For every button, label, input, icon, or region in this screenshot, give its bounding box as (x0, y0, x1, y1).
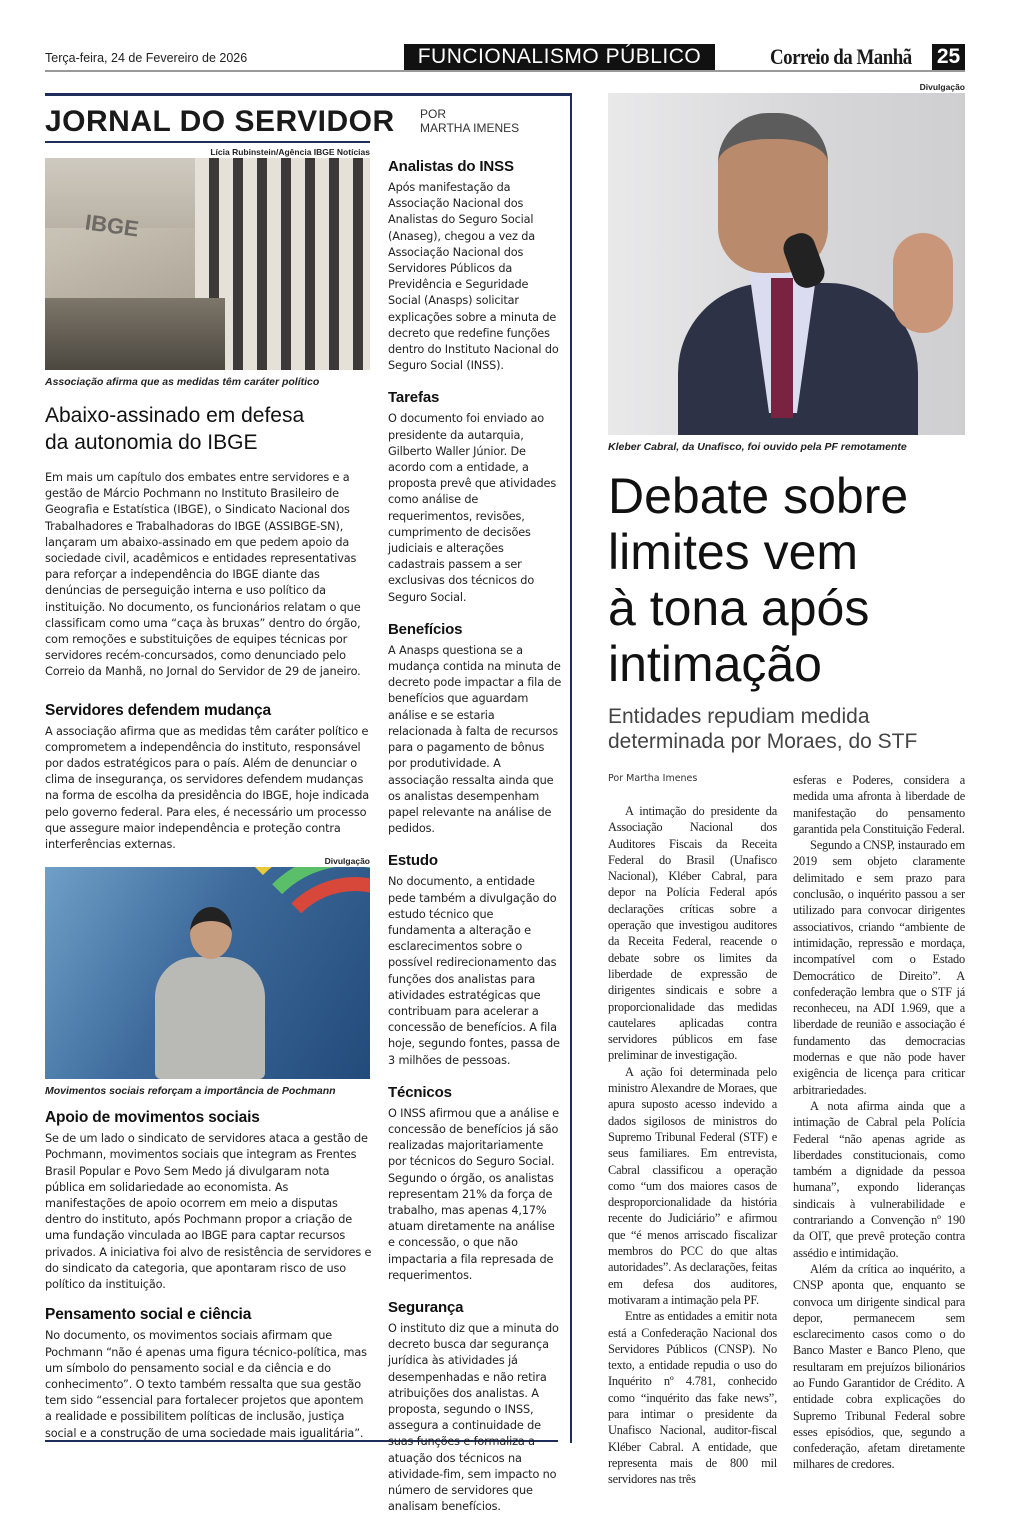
edition-date: Terça-feira, 24 de Fevereiro de 2026 (45, 51, 248, 65)
paragraph: A ação foi determinada pelo ministro Alexandre de Moraes, que apura suposto acesso indevido a dados sigilosos de ministros do Supremo Tribunal Federal (STF) e seus familiares. Em entrevista, Cabral classificou a operação como “um dos maiores casos de desproporcionalidade da história recente do Judiciário” e afirmou que “é menos arriscado fiscalizar membros do PCC do que altas autoridades”. As declarações, feitas em defesa dos auditores, motivaram a intimação pela PF. (608, 1064, 777, 1307)
photo-credit: Divulgação (919, 82, 965, 92)
article-deck: Entidades repudiam medida determinada por Moraes, do STF (608, 705, 918, 753)
header-divider (45, 70, 965, 72)
subheading: Técnicos (388, 1083, 452, 1101)
subheading: Estudo (388, 852, 438, 870)
pochmann-photo (45, 867, 370, 1079)
headline-line: à tona após (608, 580, 870, 636)
column-box-right-rule (570, 93, 572, 1443)
headline-line: intimação (608, 636, 822, 692)
inss-article (388, 157, 562, 1515)
subheading: Tarefas (388, 389, 440, 407)
article-body (45, 470, 372, 853)
paragraph: Segundo a CNSP, instaurado em 2019 sem objeto claramente delimitado e sem prazo para conclusão, o inquérito passou a ser utilizado para convocar dirigentes associativos, criando “ambiente de intimidação, repressão e mordaça, incompatível com o Estado Democrático de Direito”. A confederação lembra que o STF já reconheceu, na ADI 1.969, que a liberdade de reunião e associação é fundamento das democracias modernas e que não pode haver exigência de licença para criticar arbitrariedades. (793, 838, 965, 1097)
paragraph: O documento foi enviado ao presidente da autarquia, Gilberto Waller Júnior. De acordo com a entidade, a proposta prevê que atividades como análise de requerimentos, revisões, cumprimento de decisões judiciais e alterações cadastrais passem a ser exclusivas dos técnicos do Seguro Social. (388, 412, 557, 604)
main-headline (608, 468, 965, 692)
photo-caption: Kleber Cabral, da Unafisco, foi ouvido pela PF remotamente (608, 441, 907, 453)
paragraph: Entre as entidades a emitir nota está a Confederação Nacional dos Servidores Públicos (CNSP). No texto, a entidade repudia o uso do Inquérito nº 4.781, conhecido como “inquérito das fake news”, para intimar o presidente da Unafisco Nacional, auditor-fiscal Kléber Cabral. A entidade, que representa mais de 800 mil servidores nas três (608, 1309, 777, 1487)
paragraph: Além da crítica ao inquérito, a CNSP aponta que, enquanto se convoca um dirigente sindical para depor, permanecem sem esclarecimento casos como o do Banco Master e Banco Pleno, que resultaram em prejuízos bilionários ao Fundo Garantidor de Crédito. A entidade cobra explicações do Supremo Tribunal Federal sobre esses episódios, que, segundo a confederação, afetam diretamente milhares de credores. (793, 1261, 965, 1472)
paragraph: A Anasps questiona se a mudança contida na minuta de decreto pode impactar a fila de benefícios que aguardam análise e se estaria relacionada à falta de recursos para o pagamento de bônus por produtividade. A associação ressalta ainda que os analistas desempenham papel relevante na análise de pedidos. (388, 643, 562, 836)
kleber-cabral-photo (608, 93, 965, 435)
left-column (45, 147, 372, 1442)
paragraph: A associação afirma que as medidas têm caráter político e comprometem a independência do instituto, responsável por dados estratégicos para o país. Além de denunciar o clima de insegurança, os servidores defendem mudanças na forma de escolha da presidência do IBGE, hoje indicada pelo governo federal. Para eles, é necessário um processo que assegure maior independência e proteção contra interferências externas. (45, 724, 370, 852)
byline-author: MARTHA IMENES (420, 121, 520, 135)
photo-caption: Movimentos sociais reforçam a importância de Pochmann (45, 1085, 336, 1098)
article-column-1-wrap (608, 772, 777, 1487)
main-article (608, 82, 965, 1487)
article-headline (45, 402, 372, 456)
article-column-1 (608, 803, 777, 1487)
subheading: Apoio de movimentos sociais (45, 1109, 260, 1127)
article-byline: Por Martha Imenes (608, 773, 698, 784)
subheading: Benefícios (388, 620, 463, 638)
paragraph: No documento, os movimentos sociais afirmam que Pochmann “não é apenas uma figura técnico-política, mas um símbolo do pensamento social e da ciência e do conhecimento”. O texto também ressalta que sua gestão tem sido “essencial para fortalecer projetos que apontem a realidade e possibilitem políticas de inclusão, justiça social e a construção de uma sociedade mais igualitária”. (45, 1329, 367, 1440)
paragraph: No documento, a entidade pede também a divulgação do estudo técnico que fundamenta a alteração e esclarecimentos sobre o possível redirecionamento das funções dos analistas para atividades estratégicas que contribuam para acelerar a concessão de benefícios. A fila hoje, segundo fontes, passa de 3 milhões de pessoas. (388, 875, 560, 1067)
article-body (45, 1108, 372, 1441)
paragraph: O INSS afirmou que a análise e concessão de benefícios já são realizadas majoritariamente por técnicos do Seguro Social. Segundo o órgão, os analistas representam 21% da força de trabalho, mas apenas 4,17% atuam diretamente na análise e concessão, o que não impactaria a fila represada de requerimentos. (388, 1106, 559, 1282)
subheading: Pensamento social e ciência (45, 1306, 252, 1324)
person (155, 957, 265, 1079)
photo-caption: Associação afirma que as medidas têm caráter político (45, 376, 320, 388)
paragraph: A nota afirma ainda que a intimação de Cabral pela Polícia Federal “não apenas agride as liberdades constitucionais, como também a dignidade da pessoa humana”, expondo lideranças sindicais à vulnerabilidade e contrariando a Convenção nº 190 da OIT, que prevê proteção contra assédio e intimidação. (793, 1098, 965, 1260)
article-column-2 (793, 772, 965, 1473)
paragraph: O instituto diz que a minuta do decreto busca dar segurança jurídica às atividades já desempenhadas e não retira atribuições dos analistas. A proposta, segundo o INSS, assegura a continuidade de suas funções e formaliza a atuação dos técnicos na atividade-fim, sem impacto no número de servidores que analisam benefícios. (388, 1321, 559, 1514)
subheading: Servidores defendem mudança (45, 701, 271, 719)
newspaper-logo: Correio da Manhã (770, 44, 912, 69)
column-box-top-rule (45, 93, 572, 96)
column-byline (420, 107, 519, 135)
paragraph: Se de um lado o sindicato de servidores ataca a gestão de Pochmann, movimentos sociais que integram as Frentes Brasil Popular e Povo Sem Medo já divulgaram nota pública em solidariedade ao economista. As manifestações de apoio ocorrem em meio a disputas dentro do instituto, após Pochmann propor a criação de uma fundação vinculada ao IBGE para captar recursos privados. A iniciativa foi alvo de resistência de servidores e do sindicato da categoria, que apontaram risco de uso político da instituição. (45, 1132, 372, 1292)
ibge-sign: IBGE (83, 209, 141, 242)
byline-por: POR (420, 107, 447, 121)
column-title: JORNAL DO SERVIDOR (45, 105, 395, 138)
subheading: Analistas do INSS (388, 158, 514, 175)
column-title-rule (45, 141, 370, 143)
page-number: 25 (932, 44, 965, 70)
section-label: FUNCIONALISMO PÚBLICO (404, 44, 715, 70)
photo-credit: Divulgação (324, 856, 370, 867)
ibge-building-photo (45, 158, 370, 370)
article-columns (608, 772, 965, 1487)
subheading: Segurança (388, 1298, 464, 1316)
photo-credit: Lícia Rubinstein/Agência IBGE Notícias (210, 147, 370, 157)
paragraph: esferas e Poderes, considera a medida uma afronta à liberdade de manifestação do pensamento garantida pela Constituição Federal. (793, 773, 965, 836)
paragraph: A intimação do presidente da Associação Nacional dos Auditores Fiscais da Receita Federal do Brasil (Unafisco Nacional), Kléber Cabral, para depor na Polícia Federal após declarações críticas sobre a operação que investigou auditores da Receita Federal, reacende o debate sobre os limites da liberdade de expressão de dirigentes sindicais e sobre a proporcionalidade das medidas cautelares aplicadas contra servidores públicos em fase preliminar de investigação. (608, 804, 777, 1063)
headline-line: Debate sobre (608, 468, 909, 524)
headline-line: da autonomia do IBGE (45, 431, 258, 454)
paragraph: Em mais um capítulo dos embates entre servidores e a gestão de Márcio Pochmann no Instituto Brasileiro de Geografia e Estatística (IBGE), o Sindicato Nacional dos Trabalhadores e Trabalhadoras do IBGE (ASSIBGE-SN), lançaram um abaixo-assinado em que pedem apoio da sociedade civil, acadêmicos e entidades representativas para reforçar a independência do IBGE diante das denúncias de perseguição interna e uso político da instituição. No documento, os funcionários relatam o que classificam como uma “caça às bruxas” dentro do órgão, com remoções e substituições de equipes técnicas por servidores recém-concursados, como denunciado pelo Correio da Manhã, no Jornal do Servidor de 29 de janeiro. (45, 471, 361, 679)
paragraph: Após manifestação da Associação Nacional dos Analistas do Seguro Social (Anaseg), chegou a vez da Associação Nacional dos Servidores Públicos da Previdência e Seguridade Social (Anasps) solicitar explicações sobre a minuta de decreto que redefine funções dentro do Instituto Nacional do Seguro Social (INSS). (388, 181, 559, 373)
headline-line: Abaixo-assinado em defesa (45, 404, 305, 427)
headline-line: limites vem (608, 524, 859, 580)
